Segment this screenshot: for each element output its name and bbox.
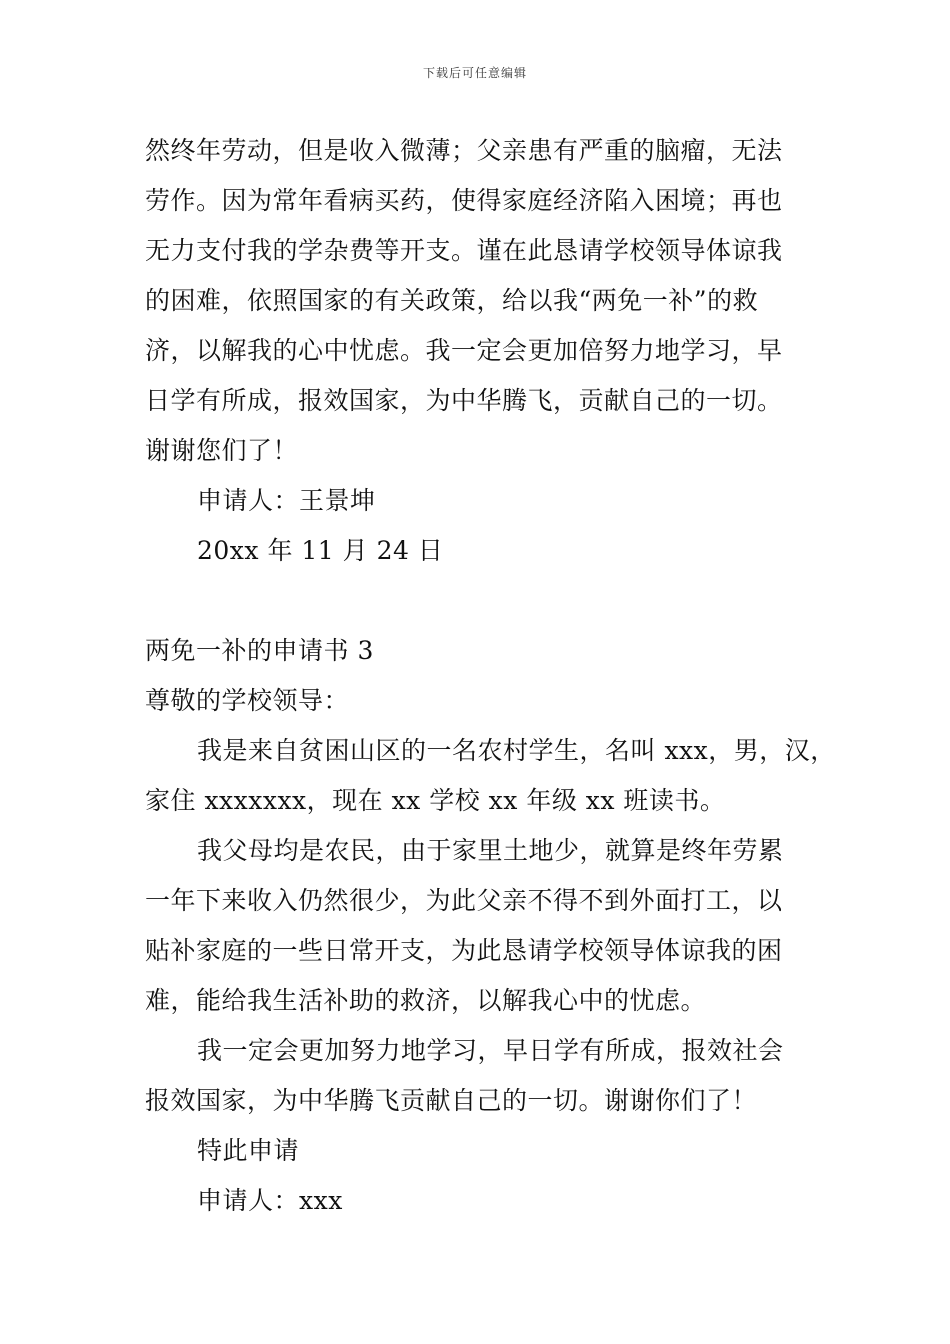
paragraph-3-line: 我一定会更加努力地学习，早日学有所成，报效社会 [197, 1036, 784, 1065]
body-line: 谢谢您们了！ [145, 436, 299, 465]
body-line: 济，以解我的心中忧虑。我一定会更加倍努力地学习，早 [145, 336, 783, 365]
paragraph-1-line: 家住 xxxxxxx，现在 xx 学校 xx 年级 xx 班读书。 [145, 786, 726, 815]
closing-phrase: 特此申请 [197, 1136, 300, 1165]
page-header-note: 下载后可任意编辑 [422, 66, 527, 80]
paragraph-3-line: 报效国家，为中华腾飞贡献自己的一切。谢谢你们了！ [145, 1086, 758, 1115]
body-line: 日学有所成，报效国家，为中华腾飞，贡献自己的一切。 [145, 386, 783, 415]
body-line: 劳作。因为常年看病买药，使得家庭经济陷入困境；再也 [145, 186, 783, 215]
paragraph-2-line: 贴补家庭的一些日常开支，为此恳请学校领导体谅我的困 [145, 936, 783, 965]
body-line: 无力支付我的学杂费等开支。谨在此恳请学校领导体谅我 [145, 236, 783, 265]
body-line: 然终年劳动，但是收入微薄；父亲患有严重的脑瘤，无法 [145, 136, 783, 165]
applicant-signature: 申请人：xxx [197, 1186, 343, 1215]
document-body [145, 126, 835, 1226]
paragraph-1-line: 我是来自贫困山区的一名农村学生，名叫 xxx，男，汉， [197, 736, 836, 765]
section-spacer [145, 576, 835, 626]
salutation: 尊敬的学校领导： [145, 686, 350, 715]
applicant-signature: 申请人：王景坤 [197, 486, 376, 515]
body-line: 的困难，依照国家的有关政策，给以我“两免一补”的救 [145, 286, 759, 315]
paragraph-2-line: 一年下来收入仍然很少，为此父亲不得不到外面打工，以 [145, 886, 783, 915]
paragraph-2-line: 我父母均是农民，由于家里土地少，就算是终年劳累 [197, 836, 784, 865]
section-title: 两免一补的申请书 3 [145, 636, 374, 665]
paragraph-2-line: 难，能给我生活补助的救济，以解我心中的忧虑。 [145, 986, 707, 1015]
application-date: 20xx 年 11 月 24 日 [197, 536, 444, 565]
